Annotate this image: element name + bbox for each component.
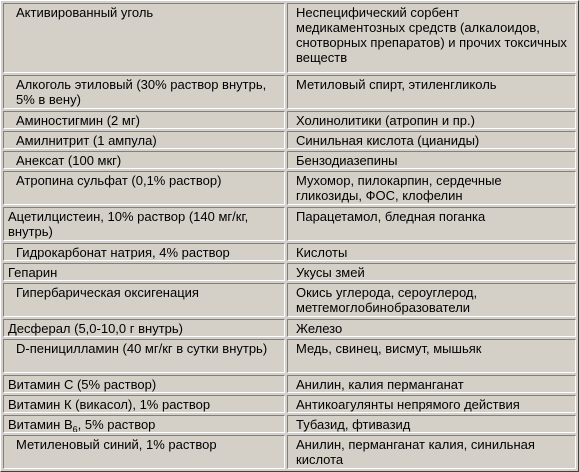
poison-cell: Неспецифический сорбент медикаментозных средств (алкалоидов, снотворных препаратов) и прочих токсичных веществ <box>287 3 576 73</box>
antidote-cell: Гидрокарбонат натрия, 4% раствор <box>3 243 285 261</box>
antidote-subscript: 6 <box>72 424 78 433</box>
antidote-main: Витамин В <box>8 417 73 432</box>
antidote-cell: Атропина сульфат (0,1% раствор) <box>3 171 285 205</box>
table-row <box>3 131 576 149</box>
table-row <box>3 207 576 241</box>
table-row <box>3 319 576 337</box>
poison-cell: Железо <box>287 319 576 337</box>
table-row <box>3 243 576 261</box>
table-row <box>3 283 576 317</box>
poison-cell: Антикоагулянты непрямого действия <box>287 395 576 413</box>
antidote-cell: Алкоголь этиловый (30% раствор внутрь, 5% в вену) <box>3 75 285 109</box>
table-row <box>3 435 576 469</box>
poison-cell: Укусы змей <box>287 263 576 281</box>
poison-cell: Тубазид, фтивазид <box>287 415 576 433</box>
table-row <box>3 171 576 205</box>
table-row <box>3 3 576 73</box>
poison-cell: Синильная кислота (цианиды) <box>287 131 576 149</box>
poison-cell: Холинолитики (атропин и пр.) <box>287 111 576 129</box>
poison-cell: Парацетамол, бледная поганка <box>287 207 576 241</box>
antidote-cell: Амилнитрит (1 ампула) <box>3 131 285 149</box>
antidote-tail: , 5% раствор <box>77 417 156 432</box>
antidote-cell: Витамин К (викасол), 1% раствор <box>3 395 285 413</box>
antidote-cell: Метиленовый синий, 1% раствор <box>3 435 285 469</box>
antidote-cell: Витамин С (5% раствор) <box>3 375 285 393</box>
antidote-cell: Ацетилцистеин, 10% раствор (140 мг/кг, внутрь) <box>3 207 285 241</box>
table-row <box>3 415 576 433</box>
table-row <box>3 263 576 281</box>
poison-cell: Бензодиазепины <box>287 151 576 169</box>
antidote-cell: Аминостигмин (2 мг) <box>3 111 285 129</box>
table-row <box>3 375 576 393</box>
table-row <box>3 111 576 129</box>
antidote-cell: D-пеницилламин (40 мг/кг в сутки внутрь) <box>3 339 285 373</box>
antidote-cell: Гепарин <box>3 263 285 281</box>
antidote-cell: Десферал (5,0-10,0 г внутрь) <box>3 319 285 337</box>
antidote-cell: Активированный уголь <box>3 3 285 73</box>
table-row <box>3 339 576 373</box>
poison-cell: Метиловый спирт, этиленгликоль <box>287 75 576 109</box>
poison-cell: Мухомор, пилокарпин, сердечные гликозиды, ФОС, клофелин <box>287 171 576 205</box>
table-row <box>3 75 576 109</box>
poison-cell: Кислоты <box>287 243 576 261</box>
table-row <box>3 151 576 169</box>
table-row <box>3 395 576 413</box>
antidote-cell <box>3 415 285 433</box>
poison-cell: Окись углерода, сероуглерод, метгемоглобинобразователи <box>287 283 576 317</box>
poison-cell: Анилин, калия перманганат <box>287 375 576 393</box>
poison-cell: Медь, свинец, висмут, мышьяк <box>287 339 576 373</box>
antidote-cell: Анексат (100 мкг) <box>3 151 285 169</box>
poison-cell: Анилин, перманганат калия, синильная кислота <box>287 435 576 469</box>
antidote-cell: Гипербарическая оксигенация <box>3 283 285 317</box>
